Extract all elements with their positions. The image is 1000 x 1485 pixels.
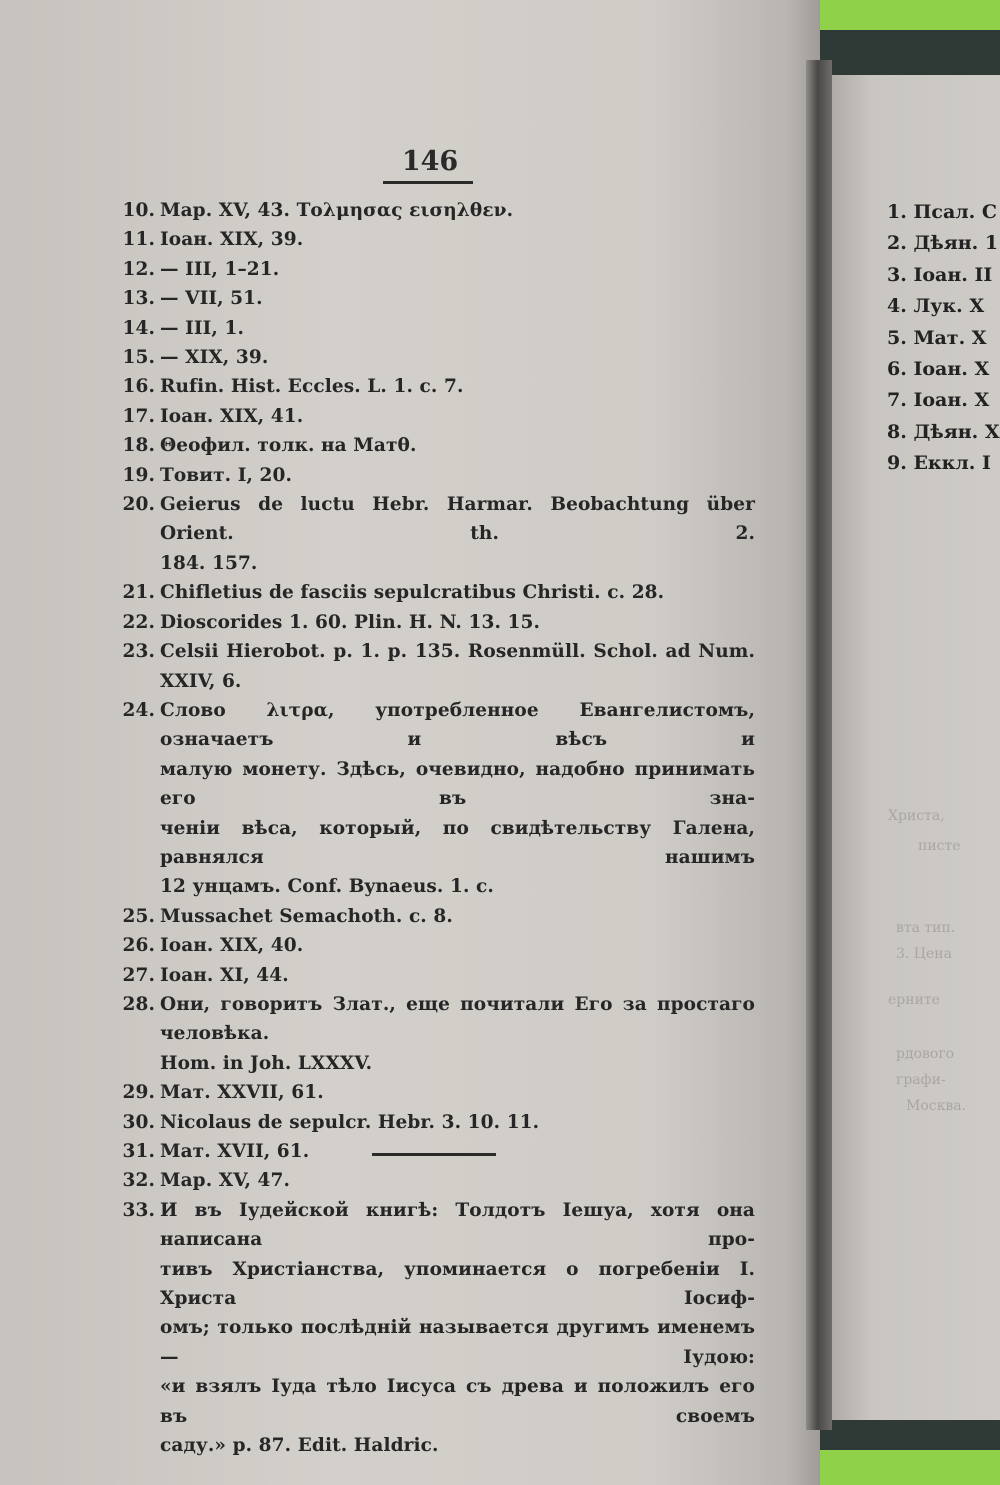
footnote-line [115,1255,755,1314]
footnote-number [115,755,155,814]
bleed-text: рдового [896,1046,955,1062]
footnote-line [115,696,755,755]
footnote-line [115,284,755,313]
book-gutter [806,60,832,1430]
footnote-text: Ioан. XIX, 39. [160,229,304,251]
footnote-text: Они, говоритъ Злат., еще почитали Его за простаго человѣка. [160,993,755,1045]
footnote-text: Мат. XVII, 61. [160,1141,310,1162]
footnote-text: Dioscorides 1. 60. Plin. H. N. 13. 15. [160,611,541,633]
footnote-line [115,196,755,225]
bleed-text: писте [918,838,961,854]
footnote-line [115,255,755,284]
footnote-text: Celsii Hierobot. p. 1. p. 135. Rosenmüll. Schol. ad Num. XXIV, 6. [160,641,755,692]
footnote-text: Nicolaus de sepulcr. Hebr. 3. 10. 11. [160,1111,540,1133]
footnote-line [115,990,755,1049]
right-page-line: 7. Ioан. Х [887,389,990,412]
footnote-text: саду.» p. 87. Edit. Haldric. [160,1435,439,1457]
footnote-line [115,343,755,372]
footnote-number: 26. [122,935,155,957]
bleed-text: Христа, [888,808,945,824]
footnote-line [115,902,755,931]
footnote-text: Мат. XXVII, 61. [160,1082,324,1104]
footnote-text: — III, 1. [160,317,244,339]
footnote-number: 19. [122,464,155,486]
footnote-number [115,872,155,901]
bleed-text: 3. Цена [896,946,952,962]
right-page-list [887,197,1000,480]
right-page-line: 2. Дѣян. 1 [887,232,999,255]
footnote-number: 28. [122,993,155,1015]
footnote-line [115,1166,755,1195]
footnote-number: 21. [122,582,155,604]
footnote-number: 30. [122,1111,155,1133]
footnote-text: Мар. XV, 43. Τολμησας εισηλθεν. [160,200,514,221]
footnote-line [115,931,755,960]
footnote-line [115,961,755,990]
footnote-number: 18. [122,435,155,457]
footnote-line [115,608,755,637]
footnote-text: Hom. in Joh. LXXXV. [160,1052,373,1074]
footnote-number: 10. [122,200,155,221]
footnote-number: 12. [122,258,155,280]
footnote-text: Rufin. Hist. Eccles. L. 1. c. 7. [160,376,464,398]
footnote-text: Θеофил. толк. на Матθ. [160,435,417,457]
footnote-line [115,1431,755,1460]
footnote-number: 27. [122,964,155,986]
bleed-text: ерните [888,992,940,1008]
footnote-line [115,755,755,814]
page-number: 146 [401,146,459,177]
footnote-line [115,372,755,401]
footnote-line [115,1137,755,1166]
footnote-text: Мар. XV, 47. [160,1170,291,1192]
footnote-number [115,1372,155,1431]
footnote-text: — VII, 51. [160,288,263,310]
footnote-text: Ioан. XI, 44. [160,964,289,986]
footnote-line [115,549,755,578]
footnote-number: 23. [122,641,155,663]
footnote-text: — III, 1–21. [160,258,280,280]
footnote-text: омъ; только послѣднiй называется другимъ именемъ — Iудою: [160,1317,755,1368]
footnote-number: 15. [122,347,155,369]
footnote-text: Товит. I, 20. [160,464,293,486]
footnote-number: 14. [122,317,155,339]
footnote-number: 20. [122,494,155,516]
footnote-number: 13. [122,288,155,310]
footnote-number [115,814,155,873]
footnote-number [115,1431,155,1460]
footnote-number: 31. [122,1141,155,1162]
footnote-number [115,1313,155,1372]
right-page-line: 5. Мат. Х [887,326,987,349]
footnote-text: «и взялъ Iуда тѣло Iисуса съ древа и положилъ его въ своемъ [160,1376,755,1427]
footnote-text: Chifletius de fasciis sepulcratibus Christi. c. 28. [160,582,665,604]
footnote-line [115,402,755,431]
footnote-line [115,1372,755,1431]
footnote-number: 22. [122,611,155,633]
footnote-line [115,225,755,254]
footnote-text: Ioан. XIX, 40. [160,935,304,957]
footnote-number: 11. [122,229,155,251]
right-page-line: 6. Ioан. Х [887,358,990,381]
footnote-text: тивъ Христiанства, упоминается о погребенiи I. Христа Iосиф- [160,1258,755,1310]
footnote-number: 29. [122,1082,155,1104]
footnote-number: 25. [122,905,155,927]
header-rule [383,181,473,184]
footnote-line [115,1108,755,1137]
footnote-line [115,1313,755,1372]
footnote-number [115,1255,155,1314]
footnote-line [115,461,755,490]
footnote-number: 24. [122,699,155,721]
footnote-text: Ioан. XIX, 41. [160,405,304,427]
footnote-text: И въ Iудейской книгѣ: Толдотъ Iешуа, хотя она написана про- [160,1199,755,1251]
footnote-number [115,1049,155,1078]
footnote-list [115,196,755,1460]
right-page-line: 4. Лук. Х [887,295,985,318]
footnote-line [115,1049,755,1078]
bleed-text: графи- [896,1072,946,1088]
footnote-line [115,872,755,901]
bleed-text: втa тип. [896,920,956,936]
footnote-text: малую монету. Здѣсь, очевидно, надобно принимать его въ зна- [160,758,755,810]
footnote-text: Слово λιτρα, употребленное Евангелистомъ, означаетъ и вѣсъ и [160,699,755,751]
right-page-line: 9. Еккл. I [887,452,991,475]
footnote-number: 32. [122,1170,155,1192]
footnote-text: 12 унцамъ. Conf. Bynaeus. 1. c. [160,876,494,898]
footnote-line [115,490,755,549]
right-page-line: 1. Псал. С [887,201,998,223]
footnote-text: Mussachet Semachoth. c. 8. [160,905,453,927]
footnote-number [115,549,155,578]
footnote-text: ченiи вѣса, который, по свидѣтельству Галена, равнялся нашимъ [160,817,755,868]
end-rule [372,1153,496,1156]
bleed-text: Москва. [906,1098,967,1114]
footnote-line [115,1078,755,1107]
footnote-number: 33. [122,1199,155,1221]
footnote-line [115,431,755,460]
right-page-line: 3. Ioан. II [887,263,993,286]
footnote-line [115,814,755,873]
footnote-text: — XIX, 39. [160,347,269,369]
footnote-line [115,637,755,696]
footnote-line [115,314,755,343]
footnote-number: 17. [122,405,155,427]
footnote-number: 16. [122,376,155,398]
footnote-text: Geierus de luctu Hebr. Harmar. Beobachtung über Orient. th. 2. [160,494,755,545]
footnote-line [115,578,755,607]
footnote-text: 184. 157. [160,552,258,574]
right-page-line: 8. Дѣян. Х [887,420,1000,443]
footnote-line [115,1196,755,1255]
